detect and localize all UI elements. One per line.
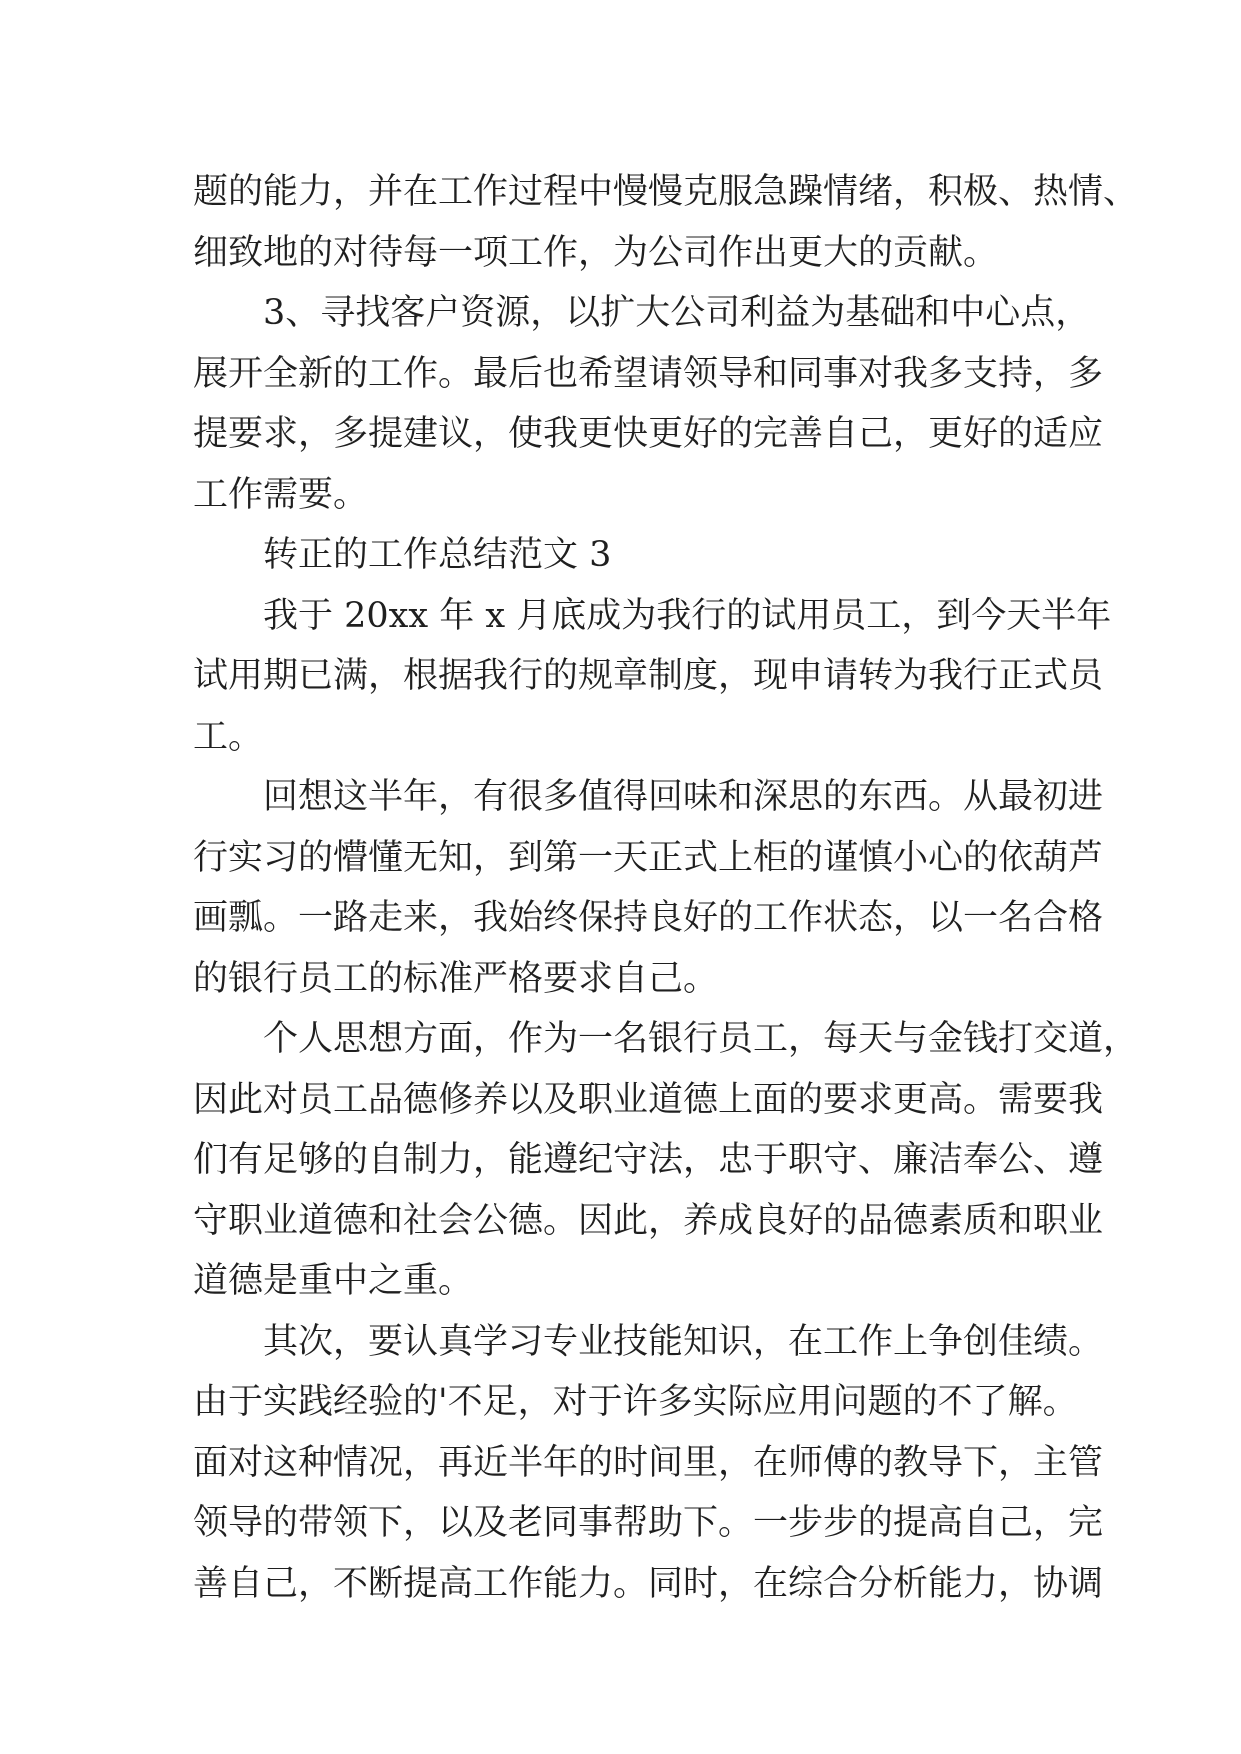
text-line: 善自己，不断提高工作能力。同时，在综合分析能力，协调 (193, 1563, 1104, 1604)
text-line: 画瓢。一路走来，我始终保持良好的工作状态，以一名合格 (193, 898, 1104, 938)
text-line: 3、寻找客户资源，以扩大公司利益为基础和中心点， (263, 293, 1091, 333)
text-line: 我于 20xx 年 x 月底成为我行的试用员工，到今天半年 (263, 595, 1112, 636)
text-line: 题的能力，并在工作过程中慢慢克服急躁情绪，积极、热情、 (193, 172, 1139, 212)
text-line: 领导的带领下，以及老同事帮助下。一步步的提高自己，完 (193, 1503, 1104, 1543)
text-line: 道德是重中之重。 (193, 1261, 474, 1301)
text-line: 工。 (193, 716, 264, 757)
text-line: 个人思想方面，作为一名银行员工，每天与金钱打交道， (263, 1019, 1139, 1059)
text-line: 提要求，多提建议，使我更快更好的完善自己，更好的适应 (193, 414, 1104, 454)
text-line: 面对这种情况，再近半年的时间里，在师傅的教导下，主管 (193, 1442, 1104, 1483)
text-line: 工作需要。 (193, 474, 369, 515)
text-line: 展开全新的工作。最后也希望请领导和同事对我多支持，多 (193, 353, 1104, 394)
document-body (193, 162, 1139, 1614)
text-line: 细致地的对待每一项工作，为公司作出更大的贡献。 (193, 232, 999, 273)
text-line: 回想这半年，有很多值得回味和深思的东西。从最初进 (263, 777, 1104, 817)
text-line: 行实习的懵懂无知，到第一天正式上柜的谨慎小心的依葫芦 (193, 837, 1104, 878)
text-line: 的银行员工的标准严格要求自己。 (193, 958, 719, 999)
text-line: 试用期已满，根据我行的规章制度，现申请转为我行正式员 (193, 656, 1104, 696)
text-line: 因此对员工品德修养以及职业道德上面的要求更高。需要我 (193, 1079, 1104, 1120)
text-line: 们有足够的自制力，能遵纪守法，忠于职守、廉洁奉公、遵 (193, 1140, 1104, 1180)
text-line: 由于实践经验的'不足，对于许多实际应用问题的不了解。 (193, 1382, 1078, 1422)
text-line: 其次，要认真学习专业技能知识，在工作上争创佳绩。 (263, 1321, 1104, 1362)
text-line: 守职业道德和社会公德。因此，养成良好的品德素质和职业 (193, 1200, 1104, 1241)
text-line: 转正的工作总结范文 3 (263, 535, 612, 575)
